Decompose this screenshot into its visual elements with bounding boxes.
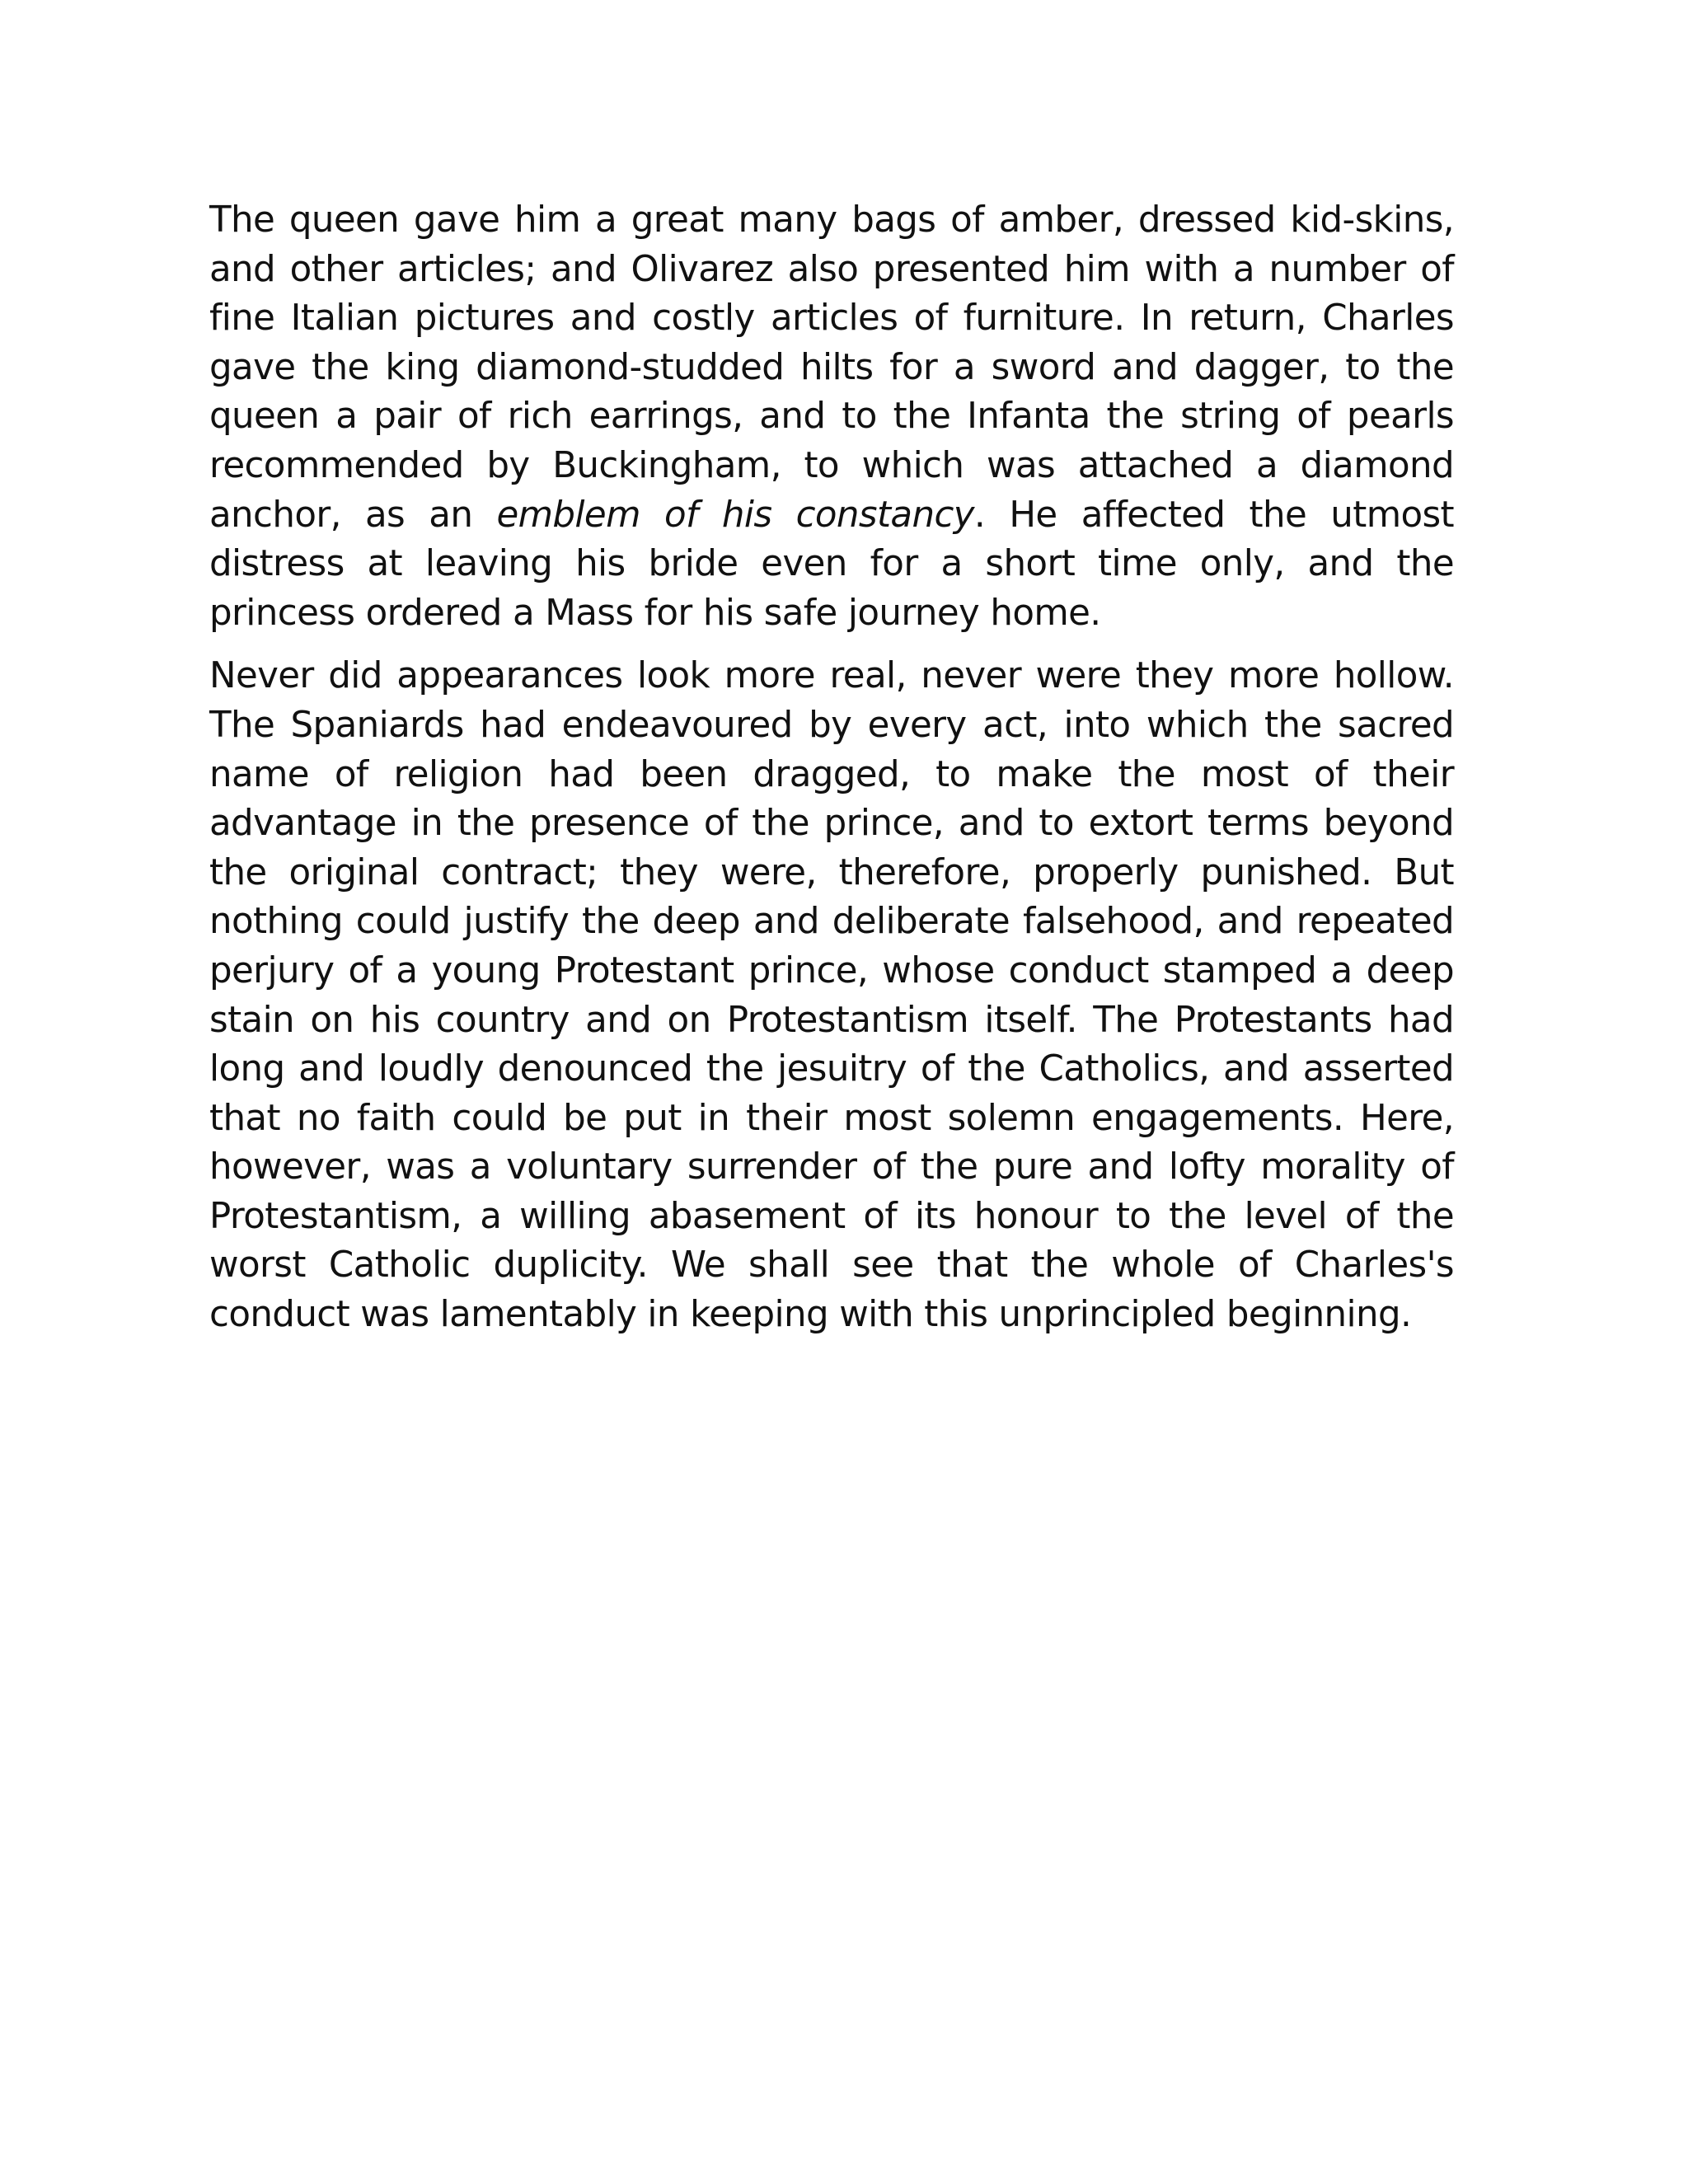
italic-phrase: emblem of his constancy xyxy=(496,494,974,536)
paragraph-1 xyxy=(209,196,1454,638)
paragraph-1-text-end: . He affected the utmost distress at leaving his bride even for a short time only, and the princess ordered a Mass for his safe journey home. xyxy=(209,494,1455,634)
paragraph-2: Never did appearances look more real, never were they more hollow. The Spaniards had endeavoured by every act, into which the sacred name of religion had been dragged, to make the most of their advantage in the presence of the prince, and to extort terms beyond the original contract; they were, therefore, properly punished. But nothing could justify the deep and deliberate falsehood, and repeated perjury of a young Protestant prince, whose conduct stamped a deep stain on his country and on Protestantism itself. The Protestants had long and loudly denounced the jesuitry of the Catholics, and asserted that no faith could be put in their most solemn engagements. Here, however, was a voluntary surrender of the pure and lofty morality of Protestantism, a willing abasement of its honour to the level of the worst Catholic duplicity. We shall see that the whole of Charles's conduct was lamentably in keeping with this unprincipled beginning. xyxy=(209,655,1454,1336)
paragraph-1-text-start: The queen gave him a great many bags of amber, dressed kid-skins, and other articles; and Olivarez also presented him with a number of fine Italian pictures and costly articles of furniture. In return, Charles gave the king diamond-studded hilts for a sword and dagger, to the queen a pair of rich earrings, and to the Infanta the string of pearls recommended by Buckingham, to which was attached a diamond anchor, as an xyxy=(209,199,1454,536)
body-text xyxy=(209,196,1454,1354)
